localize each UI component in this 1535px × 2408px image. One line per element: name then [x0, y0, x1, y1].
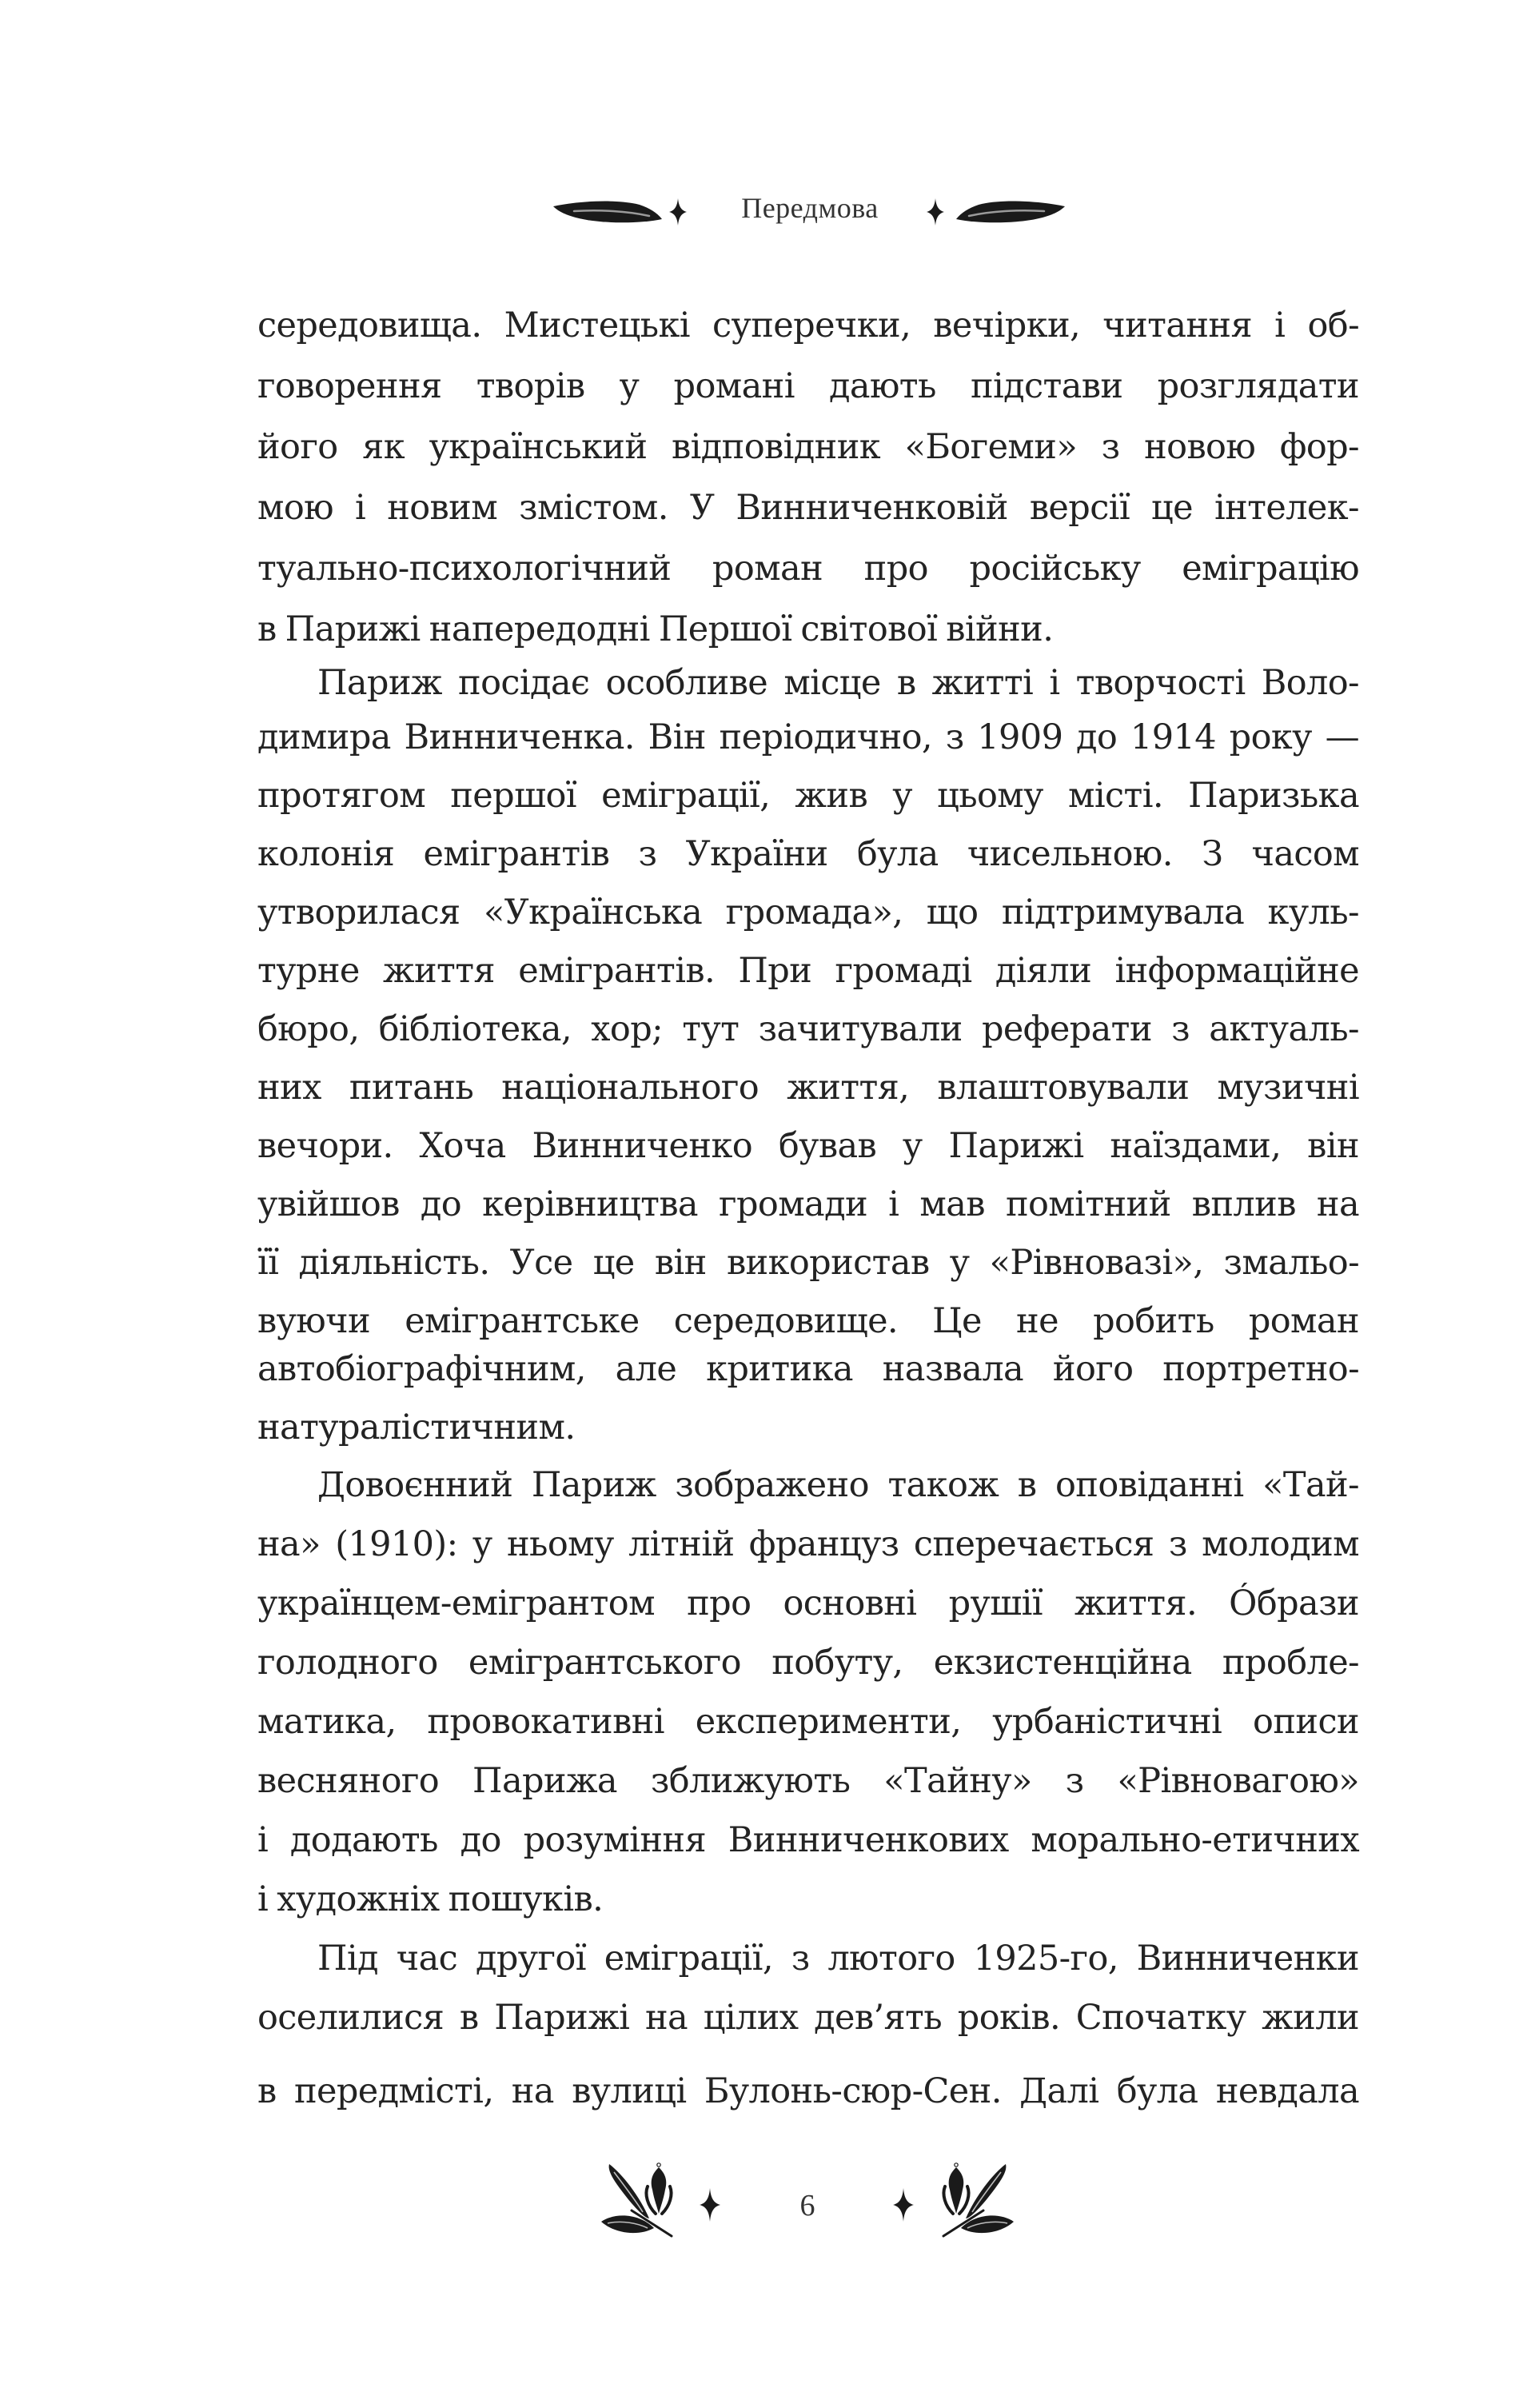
text-line: в Парижі напередодні Першої світової війни.	[257, 609, 1054, 649]
leaf-sprig-right-icon	[937, 2162, 1015, 2238]
text-line: турне життя емігрантів. При громаді діяли інформаційне	[257, 951, 1359, 991]
text-line: вуючи емігрантське середовище. Це не робить роман	[257, 1301, 1359, 1341]
text-line: туально-психологічний роман про російську еміграцію	[257, 549, 1359, 589]
text-line: українцем-емігрантом про основні рушії життя. Óбрази	[257, 1583, 1359, 1623]
text-line: бюро, бібліотека, хор; тут зачитували реферати з актуаль-	[257, 1009, 1359, 1049]
text-line: мою і новим змістом. У Винниченковій версії це інтелек-	[257, 488, 1359, 528]
text-line: в передмісті, на вулиці Булонь-сюр-Сен. Далі була невдала	[257, 2071, 1359, 2111]
diamond-star-icon	[700, 2188, 720, 2222]
text-line: оселилися в Парижі на цілих дев’ять років. Спочатку жили	[257, 1998, 1359, 2038]
text-line: і художніх пошуків.	[257, 1879, 604, 1919]
diamond-star-icon	[893, 2188, 914, 2222]
text-line: її діяльність. Усе це він використав у «Рівновазі», змальо-	[257, 1243, 1359, 1283]
text-line: колонія емігрантів з України була чисельною. З часом	[257, 834, 1359, 874]
text-line: димира Винниченка. Він періодично, з 1909 до 1914 року —	[257, 717, 1359, 757]
section-title: Передмова	[741, 192, 879, 224]
text-line: них питань національного життя, влаштовували музичні	[257, 1068, 1359, 1108]
text-line: голодного емігрантського побуту, екзистенційна пробле-	[257, 1643, 1359, 1683]
text-line: середовища. Мистецькі суперечки, вечірки, читання і об-	[257, 305, 1359, 345]
running-header	[0, 186, 1535, 230]
text-line: Довоєнний Париж зображено також в оповіданні «Тай-	[317, 1465, 1359, 1505]
text-line: його як український відповідник «Богеми» з новою фор-	[257, 427, 1359, 467]
text-line: весняного Парижа зближують «Тайну» з «Рівновагою»	[257, 1761, 1359, 1801]
diamond-star-icon	[669, 198, 687, 226]
text-line: і додають до розуміння Винниченкових морально-етичних	[257, 1820, 1359, 1860]
text-line: Під час другої еміграції, з лютого 1925-го, Винниченки	[317, 1939, 1359, 1979]
page-footer	[0, 2159, 1535, 2247]
text-line: Париж посідає особливе місце в житті і творчості Воло-	[317, 663, 1359, 703]
leaf-left-icon	[552, 200, 664, 224]
text-line: автобіографічним, але критика назвала його портретно-	[257, 1349, 1359, 1389]
text-line: вечори. Хоча Винниченко бував у Парижі наїздами, він	[257, 1126, 1359, 1166]
diamond-star-icon	[927, 198, 944, 226]
text-line: натуралістичним.	[257, 1408, 576, 1448]
text-line: протягом першої еміграції, жив у цьому місті. Паризька	[257, 776, 1359, 816]
leaf-sprig-left-icon	[600, 2162, 678, 2238]
text-line: говорення творів у романі дають підстави розглядати	[257, 366, 1359, 406]
text-line: утворилася «Українська громада», що підтримувала куль-	[257, 893, 1359, 932]
leaf-right-icon	[955, 200, 1067, 224]
text-line: на» (1910): у ньому літній француз сперечається з молодим	[257, 1524, 1359, 1564]
text-line: увійшов до керівництва громади і мав помітний вплив на	[257, 1184, 1359, 1224]
page-number: 6	[799, 2189, 815, 2222]
text-line: матика, провокативні експерименти, урбаністичні описи	[257, 1702, 1359, 1742]
